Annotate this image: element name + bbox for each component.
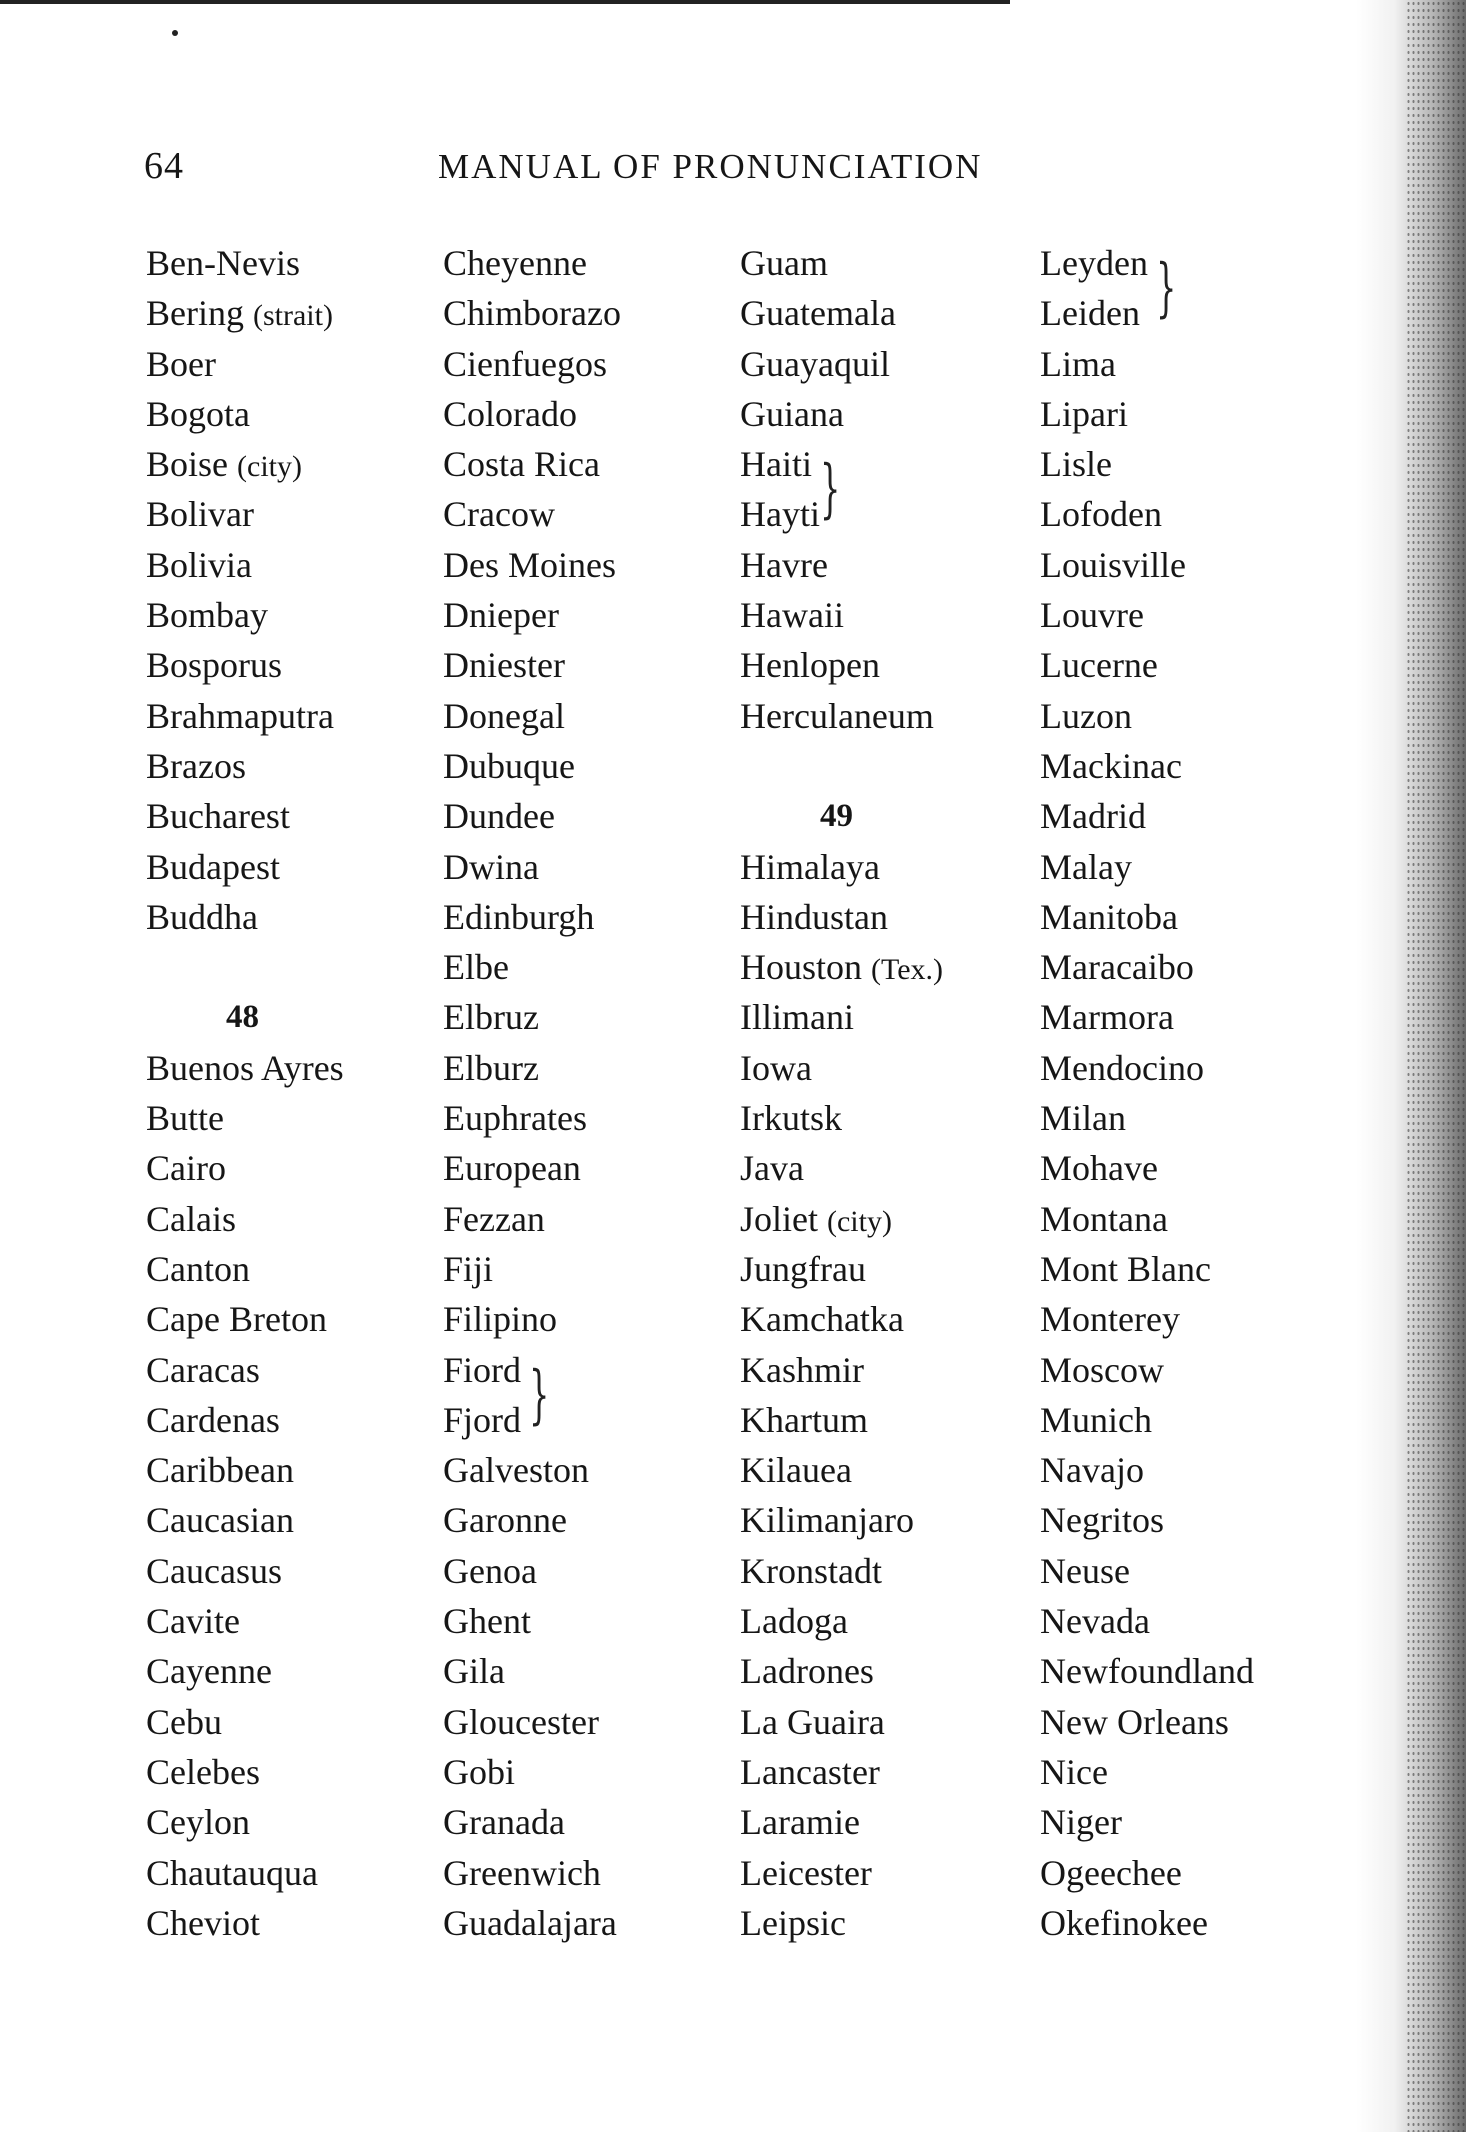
word-entry (443, 238, 621, 288)
word-entry (1040, 439, 1254, 489)
word-entry (146, 1194, 344, 1244)
word-entry (1040, 1093, 1254, 1143)
entry-word: Cayenne (146, 1651, 272, 1692)
entry-word: Boise (146, 444, 229, 485)
word-entry (1040, 1143, 1254, 1193)
word-entry (146, 1596, 344, 1646)
word-entry (146, 238, 344, 288)
word-entry (1040, 1596, 1254, 1646)
entry-word: Houston (740, 947, 863, 988)
entry-word: Boer (146, 343, 216, 384)
variant-brace-icon: } (529, 1357, 550, 1432)
entry-word: Nice (1040, 1751, 1108, 1792)
entry-word: Fiord (443, 1349, 522, 1390)
word-entry (1040, 741, 1254, 791)
word-entry (1040, 489, 1254, 539)
word-entry (146, 1445, 344, 1495)
section-number: 48 (226, 999, 259, 1036)
entry-word: Fiji (443, 1248, 494, 1289)
word-entry (443, 1797, 621, 1847)
word-entry (146, 1747, 344, 1797)
entry-word: Chimborazo (443, 293, 621, 334)
entry-word: Fezzan (443, 1198, 545, 1239)
word-entry (146, 489, 344, 539)
word-entry (740, 1244, 943, 1294)
entry-word: Bosporus (146, 645, 283, 686)
word-entry (443, 1294, 621, 1344)
entry-word: Louvre (1040, 595, 1144, 636)
word-entry (740, 339, 943, 389)
entry-note: (city) (237, 450, 302, 484)
section-spacer (146, 942, 344, 992)
word-entry (146, 691, 344, 741)
entry-word: Niger (1040, 1802, 1122, 1843)
entry-word: Elbe (443, 947, 509, 988)
ink-dot (172, 30, 178, 36)
word-entry (740, 1345, 943, 1395)
entry-word: Caracas (146, 1349, 260, 1390)
entry-word: Bering (146, 293, 244, 334)
entry-note: (Tex.) (871, 953, 944, 987)
word-entry (443, 1546, 621, 1596)
entry-word: Brazos (146, 745, 246, 786)
entry-word: Dniester (443, 645, 565, 686)
column-1 (146, 238, 344, 1948)
entry-word: Cardenas (146, 1399, 280, 1440)
word-entry (443, 1646, 621, 1696)
word-entry (740, 1898, 943, 1948)
entry-word: Dwina (443, 846, 539, 887)
word-entry (1040, 1445, 1254, 1495)
entry-word: Leiden (1040, 293, 1140, 334)
entry-word: Monterey (1040, 1299, 1180, 1340)
word-entry (740, 489, 943, 539)
entry-word: European (443, 1148, 581, 1189)
entry-word: Caucasus (146, 1550, 282, 1591)
entry-word: Bucharest (146, 796, 290, 837)
entry-word: Negritos (1040, 1500, 1164, 1541)
entry-word: Canton (146, 1248, 250, 1289)
top-rule (0, 0, 1010, 4)
word-entry (740, 892, 943, 942)
entry-word: Ben-Nevis (146, 243, 300, 283)
word-entry (1040, 1898, 1254, 1948)
word-entry (1040, 1043, 1254, 1093)
entry-word: Kilauea (740, 1450, 852, 1491)
word-entry (740, 992, 943, 1042)
entry-word: Cracow (443, 494, 555, 535)
entry-note: (city) (827, 1204, 892, 1238)
word-entry (740, 640, 943, 690)
entry-word: Calais (146, 1198, 236, 1239)
word-entry (740, 1797, 943, 1847)
word-entry (1040, 842, 1254, 892)
entry-note: (strait) (252, 299, 333, 333)
entry-word: Ghent (443, 1601, 531, 1642)
entry-word: Nevada (1040, 1601, 1150, 1642)
entry-word: Guam (740, 243, 828, 283)
column-3 (740, 238, 943, 1948)
word-entry (146, 288, 344, 338)
entry-word: Euphrates (443, 1098, 587, 1139)
page-number: 64 (144, 145, 184, 187)
entry-word: New Orleans (1040, 1701, 1229, 1742)
entry-word: Buddha (146, 896, 258, 937)
word-entry (740, 1395, 943, 1445)
word-entry (1040, 540, 1254, 590)
word-entry (443, 942, 621, 992)
word-entry (1040, 942, 1254, 992)
entry-word: Munich (1040, 1399, 1152, 1440)
word-entry (146, 1898, 344, 1948)
entry-word: Budapest (146, 846, 280, 887)
entry-word: Elburz (443, 1047, 539, 1088)
word-entry (146, 540, 344, 590)
variant-brace-icon: } (1156, 251, 1177, 325)
entry-word: Chautauqua (146, 1852, 318, 1893)
word-entry (146, 640, 344, 690)
entry-word: Donegal (443, 695, 565, 736)
word-entry (740, 1596, 943, 1646)
entry-word: Cape Breton (146, 1299, 327, 1340)
entry-word: Maracaibo (1040, 947, 1194, 988)
word-entry (740, 1445, 943, 1495)
word-entry (146, 1848, 344, 1898)
word-entry (740, 1848, 943, 1898)
word-entry (443, 992, 621, 1042)
entry-word: Guatemala (740, 293, 896, 334)
entry-word: Milan (1040, 1098, 1126, 1139)
entry-word: Navajo (1040, 1450, 1144, 1491)
word-entry (1040, 1345, 1254, 1395)
entry-word: Herculaneum (740, 695, 934, 736)
word-entry (443, 1747, 621, 1797)
word-entry (443, 691, 621, 741)
entry-word: Cebu (146, 1701, 222, 1742)
entry-word: Bolivar (146, 494, 254, 535)
entry-word: Mendocino (1040, 1047, 1204, 1088)
word-entry (146, 1294, 344, 1344)
word-entry (443, 842, 621, 892)
word-entry (1040, 1294, 1254, 1344)
entry-word: Moscow (1040, 1349, 1164, 1390)
entry-word: Cairo (146, 1148, 226, 1189)
entry-word: Marmora (1040, 997, 1174, 1038)
entry-word: Leyden (1040, 243, 1148, 283)
entry-word: Kilimanjaro (740, 1500, 914, 1541)
entry-word: Costa Rica (443, 444, 600, 485)
word-entry (740, 1043, 943, 1093)
entry-word: Lipari (1040, 393, 1128, 434)
word-entry (443, 1395, 621, 1445)
entry-word: Buenos Ayres (146, 1047, 344, 1088)
word-entry (1040, 590, 1254, 640)
word-entry (146, 339, 344, 389)
word-entry (146, 1395, 344, 1445)
word-entry (443, 1445, 621, 1495)
word-entry (443, 389, 621, 439)
entry-word: Haiti (740, 444, 812, 485)
entry-word: Illimani (740, 997, 854, 1038)
word-entry (1040, 1495, 1254, 1545)
word-entry (740, 1546, 943, 1596)
word-entry (1040, 691, 1254, 741)
entry-word: Mohave (1040, 1148, 1158, 1189)
entry-word: Genoa (443, 1550, 537, 1591)
entry-word: Lancaster (740, 1751, 880, 1792)
word-entry (146, 389, 344, 439)
entry-word: Hayti (740, 494, 820, 535)
entry-word: Himalaya (740, 846, 880, 887)
entry-word: Manitoba (1040, 896, 1178, 937)
word-entry (443, 590, 621, 640)
word-entry (1040, 1244, 1254, 1294)
word-entry (1040, 892, 1254, 942)
entry-word: Leicester (740, 1852, 872, 1893)
entry-word: Jungfrau (740, 1248, 866, 1289)
word-entry (443, 1043, 621, 1093)
word-entry (443, 1848, 621, 1898)
entry-word: Cheyenne (443, 243, 587, 283)
word-entry (740, 389, 943, 439)
entry-word: Guiana (740, 393, 844, 434)
entry-word: Ladoga (740, 1601, 848, 1642)
entry-word: Laramie (740, 1802, 860, 1843)
entry-word: Granada (443, 1802, 565, 1843)
section-number: 49 (820, 798, 853, 835)
entry-word: Iowa (740, 1047, 812, 1088)
word-entry (740, 1495, 943, 1545)
entry-word: Ladrones (740, 1651, 874, 1692)
entry-word: Joliet (740, 1198, 818, 1239)
word-entry (740, 288, 943, 338)
entry-word: Ceylon (146, 1802, 250, 1843)
entry-word: Cheviot (146, 1902, 260, 1943)
word-entry (1040, 1194, 1254, 1244)
word-entry (146, 1345, 344, 1395)
entry-word: Colorado (443, 393, 577, 434)
entry-word: Des Moines (443, 544, 616, 585)
entry-word: Lisle (1040, 444, 1112, 485)
entry-word: Gobi (443, 1751, 515, 1792)
entry-word: Leipsic (740, 1902, 846, 1943)
entry-word: Guayaquil (740, 343, 890, 384)
word-entry (443, 1194, 621, 1244)
word-entry (146, 590, 344, 640)
entry-word: Lucerne (1040, 645, 1158, 686)
entry-word: Montana (1040, 1198, 1168, 1239)
word-entry (146, 1093, 344, 1143)
word-entry (443, 1143, 621, 1193)
entry-word: Neuse (1040, 1550, 1130, 1591)
entry-word: Bolivia (146, 544, 252, 585)
entry-word: Filipino (443, 1299, 558, 1340)
word-entry (1040, 1697, 1254, 1747)
word-entry (443, 791, 621, 841)
variant-brace-icon: } (820, 452, 841, 527)
word-entry (443, 288, 621, 338)
word-entry (1040, 339, 1254, 389)
entry-word: Edinburgh (443, 896, 595, 937)
word-entry (146, 741, 344, 791)
section-spacer (740, 741, 943, 791)
word-entry (146, 1143, 344, 1193)
word-entry (146, 1646, 344, 1696)
word-entry (1040, 640, 1254, 690)
page-edge-speckle (1406, 0, 1466, 2132)
word-entry (740, 842, 943, 892)
word-entry (443, 339, 621, 389)
entry-word: Garonne (443, 1500, 567, 1541)
word-entry (443, 489, 621, 539)
entry-word: Kamchatka (740, 1299, 904, 1340)
entry-word: Newfoundland (1040, 1651, 1254, 1692)
entry-word: Khartum (740, 1399, 868, 1440)
entry-word: Galveston (443, 1450, 589, 1491)
entry-word: Henlopen (740, 645, 880, 686)
entry-word: Greenwich (443, 1852, 601, 1893)
word-entry (740, 1697, 943, 1747)
entry-word: Guadalajara (443, 1902, 617, 1943)
entry-word: Malay (1040, 846, 1132, 887)
running-head: MANUAL OF PRONUNCIATION (438, 147, 983, 186)
word-entry (443, 892, 621, 942)
word-entry (740, 1194, 943, 1244)
word-entry (146, 1797, 344, 1847)
word-entry (740, 1646, 943, 1696)
word-entry (740, 942, 943, 992)
word-entry (146, 1043, 344, 1093)
word-entry (146, 1697, 344, 1747)
entry-word: Elbruz (443, 997, 539, 1038)
word-entry (1040, 1646, 1254, 1696)
word-entry (443, 540, 621, 590)
word-entry (146, 791, 344, 841)
entry-word: Gila (443, 1651, 505, 1692)
entry-word: La Guaira (740, 1701, 885, 1742)
word-entry (443, 1697, 621, 1747)
word-entry (1040, 791, 1254, 841)
word-entry (740, 1143, 943, 1193)
entry-word: Luzon (1040, 695, 1132, 736)
entry-word: Fjord (443, 1399, 522, 1440)
word-entry (740, 1747, 943, 1797)
word-entry (740, 540, 943, 590)
word-entry (443, 1244, 621, 1294)
word-entry (1040, 1747, 1254, 1797)
entry-word: Dnieper (443, 595, 559, 636)
word-entry (740, 1093, 943, 1143)
entry-word: Lofoden (1040, 494, 1162, 535)
entry-word: Louisville (1040, 544, 1186, 585)
entry-word: Butte (146, 1098, 224, 1139)
entry-word: Okefinokee (1040, 1902, 1208, 1943)
entry-word: Kronstadt (740, 1550, 882, 1591)
word-entry (443, 439, 621, 489)
word-entry (443, 1495, 621, 1545)
word-entry (146, 892, 344, 942)
entry-word: Celebes (146, 1751, 260, 1792)
word-entry (146, 1495, 344, 1545)
word-entry (1040, 1546, 1254, 1596)
entry-word: Cavite (146, 1601, 240, 1642)
entry-word: Madrid (1040, 796, 1146, 837)
word-entry (146, 1546, 344, 1596)
entry-word: Mackinac (1040, 745, 1182, 786)
entry-word: Bombay (146, 595, 268, 636)
word-entry (1040, 1848, 1254, 1898)
word-entry (1040, 1395, 1254, 1445)
word-entry (146, 842, 344, 892)
entry-word: Hawaii (740, 595, 844, 636)
entry-word: Caucasian (146, 1500, 294, 1541)
word-entry (443, 640, 621, 690)
column-4 (1040, 238, 1254, 1948)
entry-word: Havre (740, 544, 828, 585)
entry-word: Caribbean (146, 1450, 294, 1491)
entry-word: Gloucester (443, 1701, 599, 1742)
entry-word: Cienfuegos (443, 343, 607, 384)
entry-word: Dubuque (443, 745, 575, 786)
word-entry (740, 691, 943, 741)
column-2 (443, 238, 621, 1948)
entry-word: Ogeechee (1040, 1852, 1182, 1893)
entry-word: Kashmir (740, 1349, 864, 1390)
word-entry (1040, 288, 1254, 338)
entry-word: Java (740, 1148, 804, 1189)
word-entry (1040, 1797, 1254, 1847)
word-entry (443, 741, 621, 791)
word-entry (740, 238, 943, 288)
entry-word: Bogota (146, 393, 250, 434)
word-entry (443, 1596, 621, 1646)
entry-word: Hindustan (740, 896, 888, 937)
word-entry (740, 1294, 943, 1344)
word-entry (740, 590, 943, 640)
entry-word: Brahmaputra (146, 695, 334, 736)
entry-word: Lima (1040, 343, 1116, 384)
word-entry (443, 1093, 621, 1143)
word-entry (146, 439, 344, 489)
entry-word: Dundee (443, 796, 555, 837)
entry-word: Irkutsk (740, 1098, 842, 1139)
word-entry (146, 1244, 344, 1294)
word-entry (443, 1898, 621, 1948)
entry-word: Mont Blanc (1040, 1248, 1211, 1289)
word-entry (1040, 389, 1254, 439)
word-entry (1040, 992, 1254, 1042)
